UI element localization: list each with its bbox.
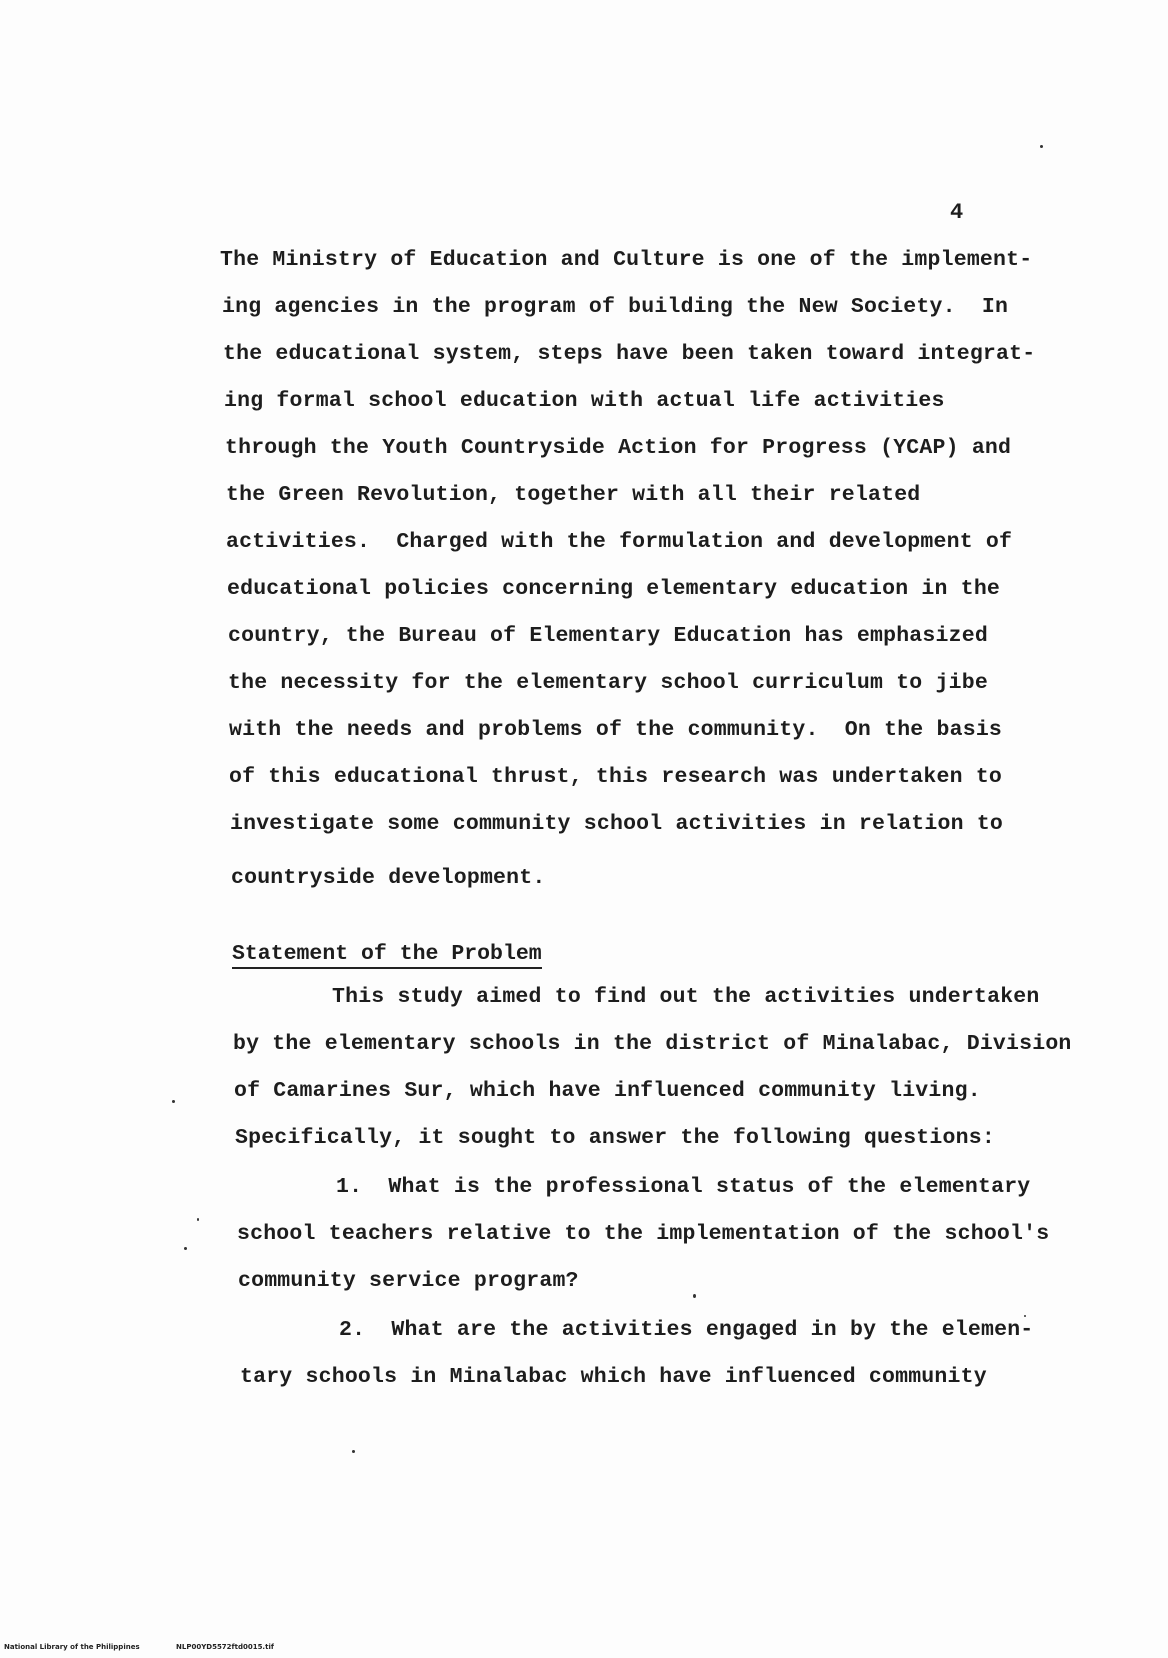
text-line: ing formal school education with actual life activities (224, 389, 945, 413)
text-line: ing agencies in the program of building the New Society. In (222, 295, 1009, 319)
scan-speck (197, 1218, 199, 1221)
text-line: 2. What are the activities engaged in by the elemen- (339, 1318, 1034, 1342)
text-line: school teachers relative to the implementation of the school's (237, 1222, 1050, 1246)
text-line: The Ministry of Education and Culture is one of the implement- (220, 248, 1033, 272)
section-heading: Statement of the Problem (232, 942, 542, 969)
scan-speck (184, 1247, 187, 1250)
scan-speck (1024, 1315, 1026, 1317)
text-line: the Green Revolution, together with all their related (226, 483, 921, 507)
text-line: 1. What is the professional status of the elementary (336, 1175, 1031, 1199)
text-line: the educational system, steps have been taken toward integrat- (223, 342, 1036, 366)
text-line: through the Youth Countryside Action for Progress (YCAP) and (225, 436, 1012, 460)
page-number: 4 (950, 200, 964, 225)
text-line: investigate some community school activities in relation to (230, 812, 1004, 836)
text-line: country, the Bureau of Elementary Education has emphasized (228, 624, 988, 648)
text-line: Specifically, it sought to answer the following questions: (235, 1126, 995, 1150)
scan-speck (693, 1294, 696, 1298)
text-line: educational policies concerning elementary education in the (227, 577, 1001, 601)
text-line: activities. Charged with the formulation and development of (226, 530, 1013, 554)
text-line: of Camarines Sur, which have influenced community living. (234, 1079, 981, 1103)
scan-speck (352, 1450, 355, 1453)
text-line: with the needs and problems of the community. On the basis (229, 718, 1003, 742)
footer-library: National Library of the Philippines (4, 1643, 140, 1651)
text-line: community service program? (238, 1269, 579, 1293)
text-line: by the elementary schools in the district of Minalabac, Division (233, 1032, 1072, 1056)
scan-speck (172, 1100, 175, 1103)
footer-file-id: NLP00YD5572ftd0015.tif (176, 1643, 274, 1651)
text-line: of this educational thrust, this research was undertaken to (229, 765, 1003, 789)
text-line: countryside development. (231, 866, 546, 890)
text-line: the necessity for the elementary school curriculum to jibe (228, 671, 988, 695)
scan-speck (1040, 145, 1043, 148)
text-line: This study aimed to find out the activities undertaken (332, 985, 1040, 1009)
text-line: tary schools in Minalabac which have influenced community (240, 1365, 987, 1389)
